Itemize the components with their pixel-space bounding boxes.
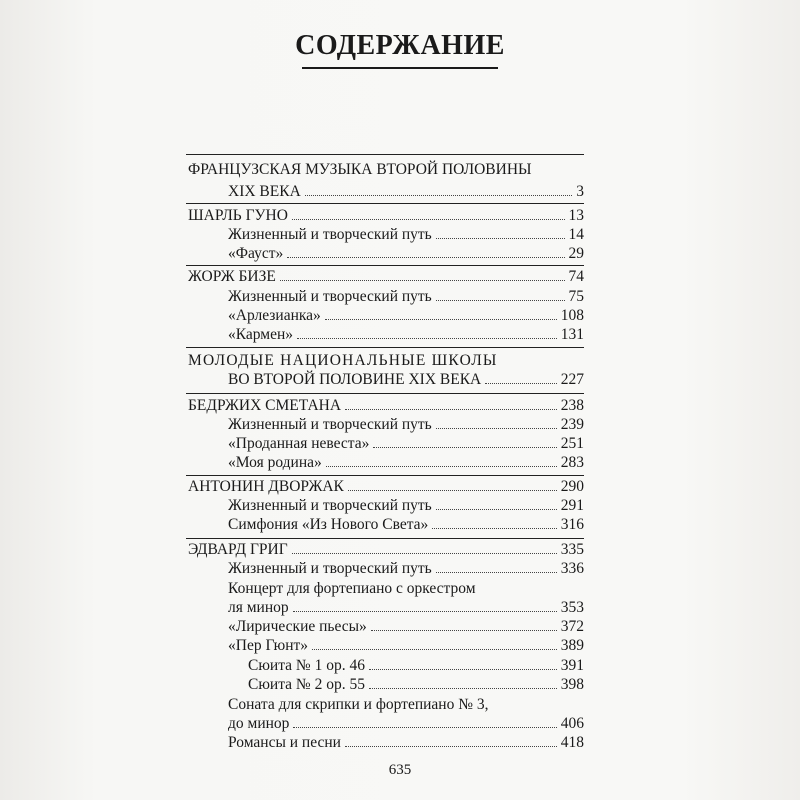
toc-entry-page: 389 <box>560 637 584 654</box>
toc-entry-page: 335 <box>560 541 584 558</box>
toc-entry-page: 251 <box>560 435 584 452</box>
toc-entry-title: «Проданная невеста» <box>228 435 370 452</box>
toc-entry-title: ФРАНЦУЗСКАЯ МУЗЫКА ВТОРОЙ ПОЛОВИНЫ <box>188 161 532 178</box>
section-divider <box>186 154 584 155</box>
toc-entry-title: ля минор <box>228 599 289 616</box>
toc-entry-title: ЭДВАРД ГРИГ <box>188 541 288 558</box>
toc-entry-page: 290 <box>560 478 584 495</box>
toc-entry-page: 291 <box>560 497 584 514</box>
toc-entry-title: Жизненный и творческий путь <box>228 497 432 514</box>
toc-entry-title: «Лирические пьесы» <box>228 618 367 635</box>
toc-entry <box>228 637 584 659</box>
toc-entry-title: Романсы и песни <box>228 734 341 751</box>
toc-entry-title: «Моя родина» <box>228 454 322 471</box>
toc-entry-title: БЕДРЖИХ СМЕТАНА <box>188 397 342 414</box>
toc-entry-page: 283 <box>560 454 584 471</box>
toc-entry-page: 108 <box>560 307 584 324</box>
page-title: СОДЕРЖАНИЕ <box>295 30 505 61</box>
toc-entry-page: 336 <box>560 560 584 577</box>
toc-entry-page: 239 <box>560 416 584 433</box>
section-divider <box>186 347 584 348</box>
toc-entry <box>248 676 584 698</box>
section-divider <box>186 203 584 204</box>
toc-entry-title: АНТОНИН ДВОРЖАК <box>188 478 344 495</box>
toc-entry-title: Сюита № 1 ор. 46 <box>248 657 365 674</box>
toc-entry-title: Сюита № 2 ор. 55 <box>248 676 365 693</box>
toc-entry-title: МОЛОДЫЕ НАЦИОНАЛЬНЫЕ ШКОЛЫ <box>188 352 498 369</box>
toc-entry-title: до минор <box>228 715 290 732</box>
toc-entry-title: Соната для скрипки и фортепиано № 3, <box>228 696 489 713</box>
toc-entry-title: ШАРЛЬ ГУНО <box>188 207 288 224</box>
toc-entry-page: 227 <box>560 371 584 388</box>
toc-entry <box>228 371 584 393</box>
toc-entry <box>228 454 584 476</box>
toc-entry-page: 316 <box>560 516 584 533</box>
toc-entry-title: Концерт для фортепиано с оркестром <box>228 580 476 597</box>
toc-entry-title: «Фауст» <box>228 245 284 262</box>
toc-entry-page: 29 <box>568 245 584 262</box>
toc-entry <box>228 516 584 538</box>
toc-entry <box>228 560 584 582</box>
toc-entry <box>188 268 584 290</box>
toc-entry-page: 13 <box>568 207 584 224</box>
toc-entry-page: 74 <box>568 268 584 285</box>
toc-entry-title: Жизненный и творческий путь <box>228 288 432 305</box>
toc-entry-page: 14 <box>568 226 584 243</box>
toc-entry-page: 372 <box>560 618 584 635</box>
toc-entry-title: «Пер Гюнт» <box>228 637 309 654</box>
toc-entry-page: 238 <box>560 397 584 414</box>
section-divider <box>186 265 584 266</box>
toc-entry <box>188 161 584 183</box>
section-divider <box>186 393 584 394</box>
toc-entry-title: Жизненный и творческий путь <box>228 560 432 577</box>
toc-entry-title: Жизненный и творческий путь <box>228 226 432 243</box>
toc-entry-title: ВО ВТОРОЙ ПОЛОВИНЕ XIX ВЕКА <box>228 371 482 388</box>
toc-entry <box>228 245 584 267</box>
toc-entry <box>228 326 584 348</box>
section-divider <box>186 538 584 539</box>
section-divider <box>186 475 584 476</box>
toc-entry-page: 406 <box>560 715 584 732</box>
toc-entry-page: 75 <box>568 288 584 305</box>
toc-entry-page: 353 <box>560 599 584 616</box>
toc-entry-title: XIX ВЕКА <box>228 183 301 200</box>
toc-entry <box>228 734 584 756</box>
toc-entry-page: 398 <box>560 676 584 693</box>
toc-entry-title: Симфония «Из Нового Света» <box>228 516 429 533</box>
toc-entry-page: 131 <box>560 326 584 343</box>
toc-entry-page: 391 <box>560 657 584 674</box>
page-number: 635 <box>388 762 412 778</box>
toc-entry-page: 3 <box>576 183 584 200</box>
toc-entry-title: «Арлезианка» <box>228 307 321 324</box>
toc-entry-title: «Кармен» <box>228 326 294 343</box>
toc-entry-title: ЖОРЖ БИЗЕ <box>188 268 276 285</box>
toc-entry-title: Жизненный и творческий путь <box>228 416 432 433</box>
toc-entry <box>228 183 584 205</box>
toc-entry-page: 418 <box>560 734 584 751</box>
